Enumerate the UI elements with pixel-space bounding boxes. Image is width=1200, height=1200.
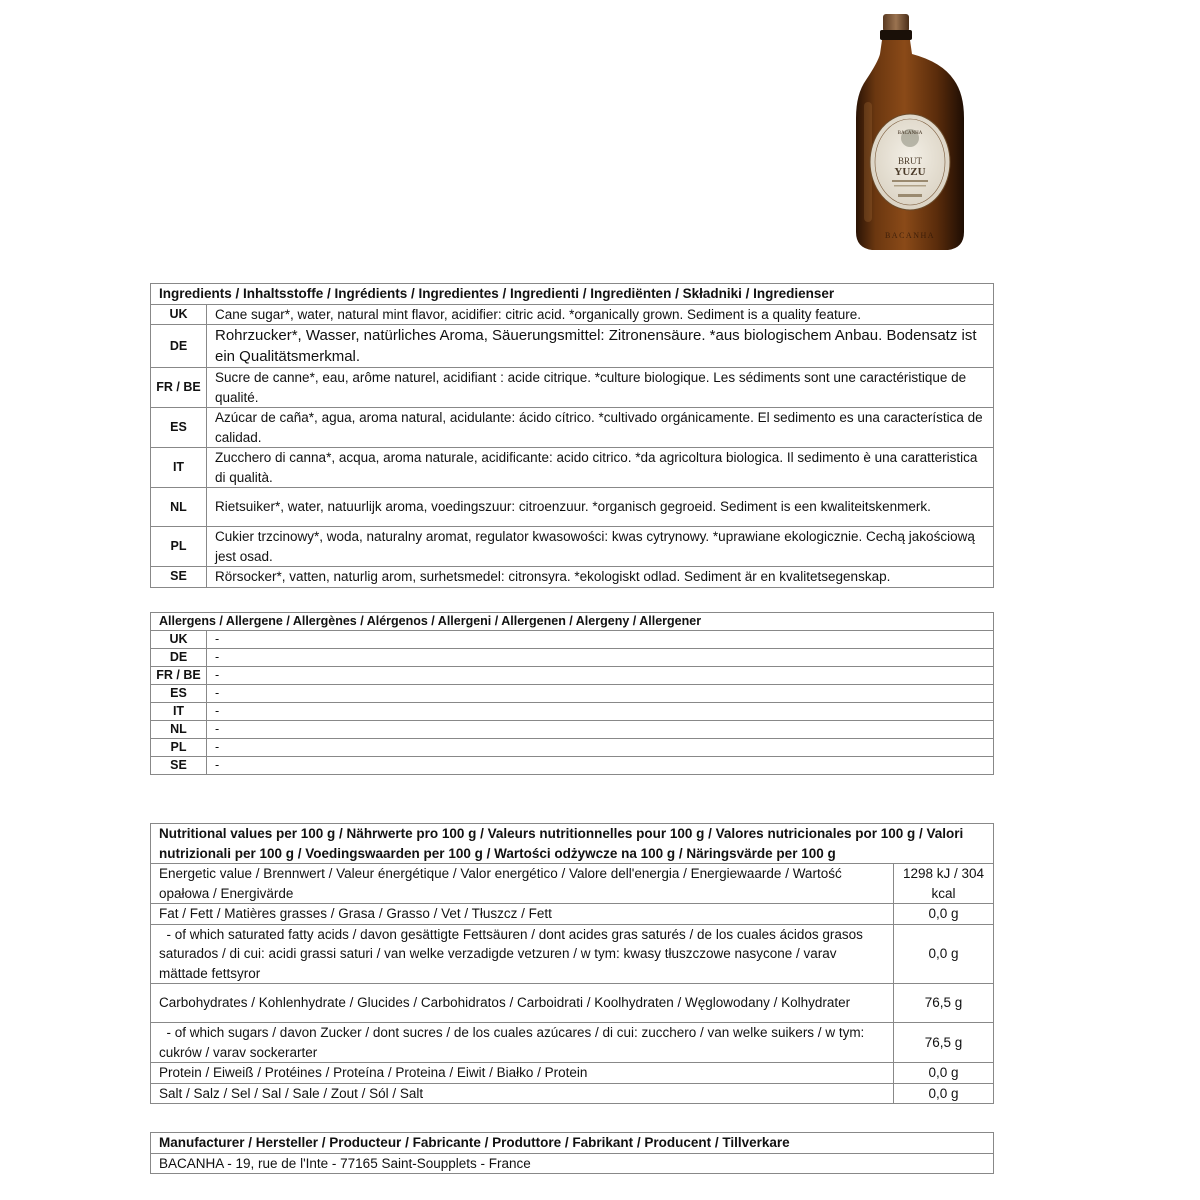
bottle-label-line2: YUZU	[894, 166, 926, 178]
allergens-header: Allergens / Allergene / Allergènes / Alérgenos / Allergeni / Allergenen / Alergeny / Allergener	[151, 613, 994, 631]
ingredients-text-de: Rohrzucker*, Wasser, natürliches Aroma, Säuerungsmittel: Zitronensäure. *aus biologischem Anbau. Bodensatz ist ein Qualitätsmerkmal.	[207, 325, 994, 368]
nutrition-table	[150, 823, 994, 1104]
nutrition-label-saturated: - of which saturated fatty acids / davon gesättigte Fettsäuren / dont acides gras saturés / de los cuales ácidos grasos saturados / di cui: acidi grassi saturi / van welke verzadigde vetzuren / w tym: kwasy tłuszczowe nasycone / varav mättade fettsyror	[151, 924, 894, 984]
nutrition-value-fat: 0,0 g	[894, 904, 994, 925]
ingredients-lang-es: ES	[151, 408, 207, 448]
allergens-lang-it: IT	[151, 703, 207, 721]
allergens-lang-es: ES	[151, 685, 207, 703]
allergens-lang-uk: UK	[151, 631, 207, 649]
ingredients-lang-pl: PL	[151, 527, 207, 567]
ingredients-text-pl: Cukier trzcinowy*, woda, naturalny aromat, regulator kwasowości: kwas cytrynowy. *uprawiane ekologicznie. Cechą jakościową jest osad.	[207, 527, 994, 567]
ingredients-table	[150, 283, 994, 588]
ingredients-lang-se: SE	[151, 567, 207, 588]
allergens-lang-pl: PL	[151, 739, 207, 757]
manufacturer-table	[150, 1132, 994, 1174]
ingredients-header: Ingredients / Inhaltsstoffe / Ingrédients / Ingredientes / Ingredienti / Ingrediënten / Składniki / Ingredienser	[151, 284, 994, 305]
ingredients-text-fr-be: Sucre de canne*, eau, arôme naturel, acidifiant : acide citrique. *culture biologique. Les sédiments sont une caractéristique de qualité.	[207, 368, 994, 408]
allergens-value-nl: -	[207, 721, 994, 739]
ingredients-lang-de: DE	[151, 325, 207, 368]
allergens-value-de: -	[207, 649, 994, 667]
bottle-brand-text: BACANHA	[897, 131, 923, 136]
ingredients-text-uk: Cane sugar*, water, natural mint flavor, acidifier: citric acid. *organically grown. Sediment is a quality feature.	[207, 304, 994, 325]
nutrition-value-salt: 0,0 g	[894, 1083, 994, 1104]
nutrition-label-carbohydrates: Carbohydrates / Kohlenhydrate / Glucides / Carbohidratos / Carboidrati / Koolhydraten / Węglowodany / Kolhydrater	[151, 984, 894, 1023]
nutrition-header: Nutritional values per 100 g / Nährwerte pro 100 g / Valeurs nutritionnelles pour 100 g / Valores nutricionales por 100 g / Valori nutrizionali per 100 g / Voedingswaarden per 100 g / Wartości odżywcze na 100 g / Näringsvärde per 100 g	[151, 824, 994, 864]
nutrition-value-saturated: 0,0 g	[894, 924, 994, 984]
ingredients-text-nl: Rietsuiker*, water, natuurlijk aroma, voedingszuur: citroenzuur. *organisch gegroeid. Sediment is een kwaliteitskenmerk.	[207, 488, 994, 527]
nutrition-label-sugars: - of which sugars / davon Zucker / dont sucres / de los cuales azúcares / di cui: zucchero / van welke suikers / w tym: cukrów / varav sockerarter	[151, 1023, 894, 1063]
nutrition-value-energy: 1298 kJ / 304 kcal	[894, 864, 994, 904]
product-bottle-image	[846, 10, 974, 260]
bottle-label-line1: BRUT	[897, 156, 923, 166]
ingredients-lang-fr-be: FR / BE	[151, 368, 207, 408]
nutrition-label-energy: Energetic value / Brennwert / Valeur énergétique / Valor energético / Valore dell'energia / Energiewaarde / Wartość opałowa / Energivärde	[151, 864, 894, 904]
allergens-value-pl: -	[207, 739, 994, 757]
nutrition-value-carbohydrates: 76,5 g	[894, 984, 994, 1023]
allergens-value-se: -	[207, 757, 994, 775]
nutrition-label-salt: Salt / Salz / Sel / Sal / Sale / Zout / Sól / Salt	[151, 1083, 894, 1104]
nutrition-label-fat: Fat / Fett / Matières grasses / Grasa / Grasso / Vet / Tłuszcz / Fett	[151, 904, 894, 925]
allergens-lang-se: SE	[151, 757, 207, 775]
svg-text:BACANHA: BACANHA	[884, 231, 936, 240]
allergens-value-uk: -	[207, 631, 994, 649]
ingredients-text-it: Zucchero di canna*, acqua, aroma naturale, acidificante: acido citrico. *da agricoltura biologica. Il sedimento è una caratteristica di qualità.	[207, 448, 994, 488]
nutrition-label-protein: Protein / Eiweiß / Protéines / Proteína / Proteina / Eiwit / Białko / Protein	[151, 1063, 894, 1084]
nutrition-value-sugars: 76,5 g	[894, 1023, 994, 1063]
nutrition-value-protein: 0,0 g	[894, 1063, 994, 1084]
ingredients-text-se: Rörsocker*, vatten, naturlig arom, surhetsmedel: citronsyra. *ekologiskt odlad. Sediment är en kvalitetsegenskap.	[207, 567, 994, 588]
ingredients-lang-nl: NL	[151, 488, 207, 527]
allergens-lang-de: DE	[151, 649, 207, 667]
allergens-lang-fr-be: FR / BE	[151, 667, 207, 685]
allergens-value-fr-be: -	[207, 667, 994, 685]
allergens-value-es: -	[207, 685, 994, 703]
ingredients-text-es: Azúcar de caña*, agua, aroma natural, acidulante: ácido cítrico. *cultivado orgánicamente. El sedimento es una característica de calidad.	[207, 408, 994, 448]
ingredients-lang-uk: UK	[151, 304, 207, 325]
manufacturer-address: BACANHA - 19, rue de l'Inte - 77165 Saint-Soupplets - France	[151, 1153, 994, 1174]
allergens-table	[150, 612, 994, 775]
allergens-value-it: -	[207, 703, 994, 721]
ingredients-lang-it: IT	[151, 448, 207, 488]
allergens-lang-nl: NL	[151, 721, 207, 739]
manufacturer-header: Manufacturer / Hersteller / Producteur / Fabricante / Produttore / Fabrikant / Producent / Tillverkare	[151, 1133, 994, 1154]
